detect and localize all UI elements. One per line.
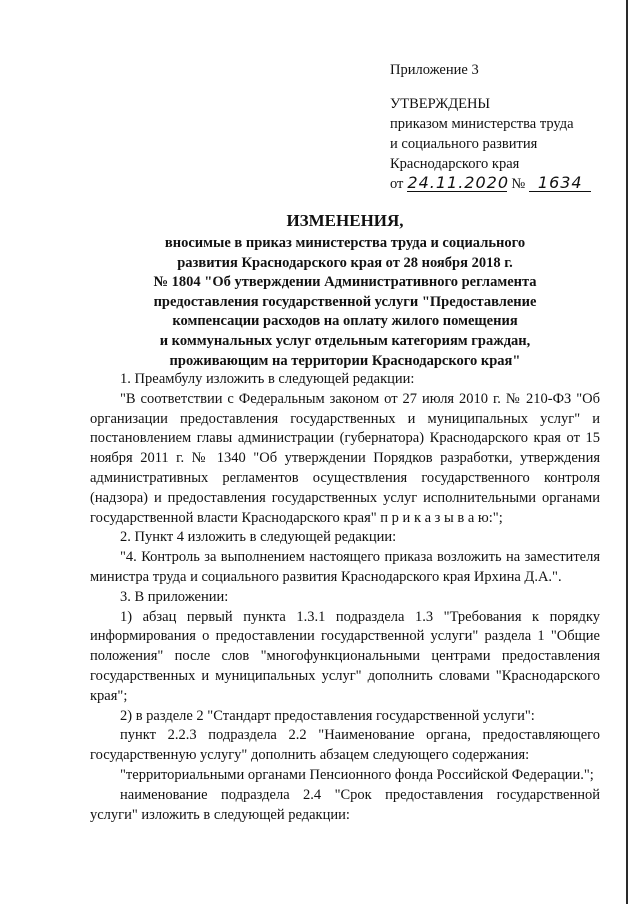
document-header xyxy=(70,210,620,371)
body-paragraph: 1) абзац первый пункта 1.3.1 подраздела 1.3 "Требования к порядку информирования о предоставлении государственной услуги" раздела 1 "Общие положения" после слов "многофункциональными центрами предоставления государственных и муниципальных услуг" дополнить словами "Краснодарского края"; xyxy=(90,608,600,704)
number-prefix: № xyxy=(511,176,526,192)
approval-line: Краснодарского края xyxy=(390,156,520,172)
appendix-label: Приложение 3 xyxy=(390,62,479,78)
body-paragraph: наименование подраздела 2.4 "Срок предоставления государственной услуги" изложить в следующей редакции: xyxy=(90,786,600,823)
body-paragraph: 2. Пункт 4 изложить в следующей редакции: xyxy=(120,529,397,546)
handwritten-date: 24.11.2020 xyxy=(407,173,510,192)
approval-line: приказом министерства труда xyxy=(390,116,574,132)
date-prefix: от xyxy=(390,176,404,192)
subtitle-line: компенсации расходов на оплату жилого помещения xyxy=(172,313,518,330)
body-paragraph: "4. Контроль за выполнением настоящего приказа возложить на заместителя министра труда и социального развития Краснодарского края Ирхина Д.А.". xyxy=(90,549,600,585)
body-paragraph: 2) в разделе 2 "Стандарт предоставления государственной услуги": xyxy=(120,707,535,724)
date-number-line xyxy=(390,174,630,194)
document-title: ИЗМЕНЕНИЯ, xyxy=(286,211,404,230)
subtitle-line: развития Краснодарского края от 28 ноября 2018 г. xyxy=(177,254,513,271)
approval-block xyxy=(390,60,630,194)
document-body xyxy=(90,370,600,825)
body-paragraph: 1. Преамбулу изложить в следующей редакции: xyxy=(120,371,415,387)
subtitle-line: предоставления государственной услуги "Предоставление xyxy=(153,293,537,310)
body-paragraph: пункт 2.2.3 подраздела 2.2 "Наименование органа, предоставляющего государственную услугу" дополнить абзацем следующего содержания: xyxy=(90,727,600,764)
handwritten-number: 1634 xyxy=(529,175,591,192)
approved-label: УТВЕРЖДЕНЫ xyxy=(390,96,491,112)
subtitle-line: и коммунальных услуг отдельным категориям граждан, xyxy=(159,332,531,349)
subtitle-line: проживающим на территории Краснодарского края" xyxy=(169,352,521,369)
subtitle-line: вносимые в приказ министерства труда и социального xyxy=(164,235,526,251)
subtitle-line: № 1804 "Об утверждении Административного регламента xyxy=(153,274,537,291)
body-paragraph: "территориальными органами Пенсионного фонда Российской Федерации."; xyxy=(120,766,594,783)
body-paragraph: "В соответствии с Федеральным законом от 27 июля 2010 г. № 210-ФЗ "Об организации предоставления государственных и муниципальных услуг" и постановлением главы администрации (губернатора) Краснодарского края от 15 ноября 2011 г. № 1340 "Об утверждении Порядков разработки, утверждения административных регламентов осуществления государственного контроля (надзора) и предоставления государственных услуг исполнительными органами государственной власти Краснодарского края" п р и к а з ы в а ю:"; xyxy=(90,390,600,526)
approval-line: и социального развития xyxy=(390,136,538,152)
body-paragraph: 3. В приложении: xyxy=(120,588,229,605)
